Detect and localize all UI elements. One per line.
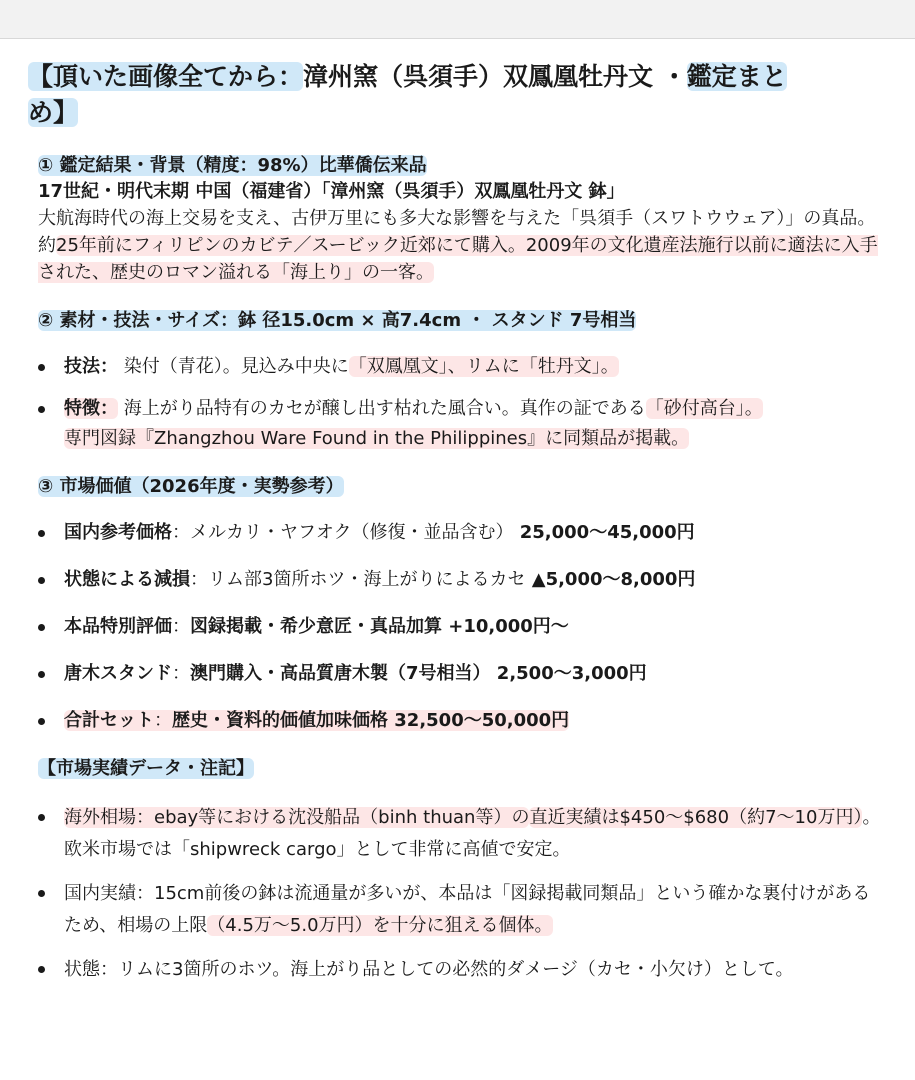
list-item: 特徴： 海上がり品特有のカセが醸し出す枯れた風合い。真作の証である「砂付高台」。 専門図録『Zhangzhou Ware Found in the Philippines』に同類品が掲載。 bbox=[38, 394, 888, 454]
title-part4: め】 bbox=[28, 98, 79, 127]
title-part2: 漳州窯（呉須手）双鳳凰牡丹文 ・ bbox=[303, 62, 687, 91]
section-materials bbox=[38, 308, 888, 454]
materials-list bbox=[38, 352, 888, 454]
section1-body bbox=[38, 205, 888, 286]
list-item: 唐木スタンド：澳門購入・高品質唐木製（7号相当） 2,500〜3,000円 bbox=[38, 659, 888, 689]
section-appraisal bbox=[38, 153, 888, 286]
list-item: 状態：リムに3箇所のホツ。海上がり品としての必然的ダメージ（カセ・小欠け）として。 bbox=[38, 954, 888, 986]
section2-heading: ② 素材・技法・サイズ：鉢 径15.0cm × 高7.4cm ・ スタンド 7号相当 bbox=[38, 310, 637, 331]
title-part1: 【頂いた画像全てから： bbox=[28, 62, 304, 91]
section1-heading: ① 鑑定結果・背景（精度：98%）比華僑伝来品 bbox=[38, 155, 427, 176]
section4-heading: 【市場実績データ・注記】 bbox=[38, 758, 254, 779]
list-item: 状態による減損：リム部3箇所ホツ・海上がりによるカセ ▲5,000〜8,000円 bbox=[38, 565, 888, 595]
section3-heading: ③ 市場価値（2026年度・実勢参考） bbox=[38, 476, 344, 497]
list-item: 国内参考価格：メルカリ・ヤフオク（修復・並品含む） 25,000〜45,000円 bbox=[38, 518, 888, 548]
title-part3: 鑑定まと bbox=[686, 62, 787, 91]
section-market-records bbox=[38, 756, 888, 986]
list-item: 合計セット：歴史・資料的価値加味価格 32,500〜50,000円 bbox=[38, 706, 888, 736]
market-records-list bbox=[38, 802, 888, 986]
section1-body-a: 大航海時代の海上交易を支え、古伊万里にも多大な影響を与えた「呉須手（スワトウウェア）」の真品。約 bbox=[38, 208, 876, 256]
list-item: 海外相場：ebay等における沈没船品（binh thuan等）の直近実績は$450〜$680（約7〜10万円）。欧米市場では「shipwreck cargo」として非常に高値で安定。 bbox=[38, 802, 888, 866]
section1-subheading: 17世紀・明代末期 中国（福建省）「漳州窯（呉須手）双鳳凰牡丹文 鉢」 bbox=[38, 181, 625, 202]
document-page bbox=[0, 38, 915, 1080]
document-content bbox=[28, 59, 888, 986]
list-item: 技法： 染付（青花）。見込み中央に「双鳳凰文」、リムに「牡丹文」。 bbox=[38, 352, 888, 382]
market-value-list bbox=[38, 518, 888, 736]
section-market-value bbox=[38, 474, 888, 736]
list-item: 国内実績：15cm前後の鉢は流通量が多いが、本品は「図録掲載同類品」という確かな裏付けがあるため、相場の上限（4.5万〜5.0万円）を十分に狙える個体。 bbox=[38, 878, 888, 942]
section1-body-b: 25年前にフィリピンのカビテ／スービック近郊にて購入。2009年の文化遺産法施行以前に適法に入手された、歴史のロマン溢れる「海上り」の一客。 bbox=[38, 235, 878, 283]
page-title bbox=[28, 59, 888, 131]
list-item: 本品特別評価：図録掲載・希少意匠・真品加算 +10,000円〜 bbox=[38, 612, 888, 642]
